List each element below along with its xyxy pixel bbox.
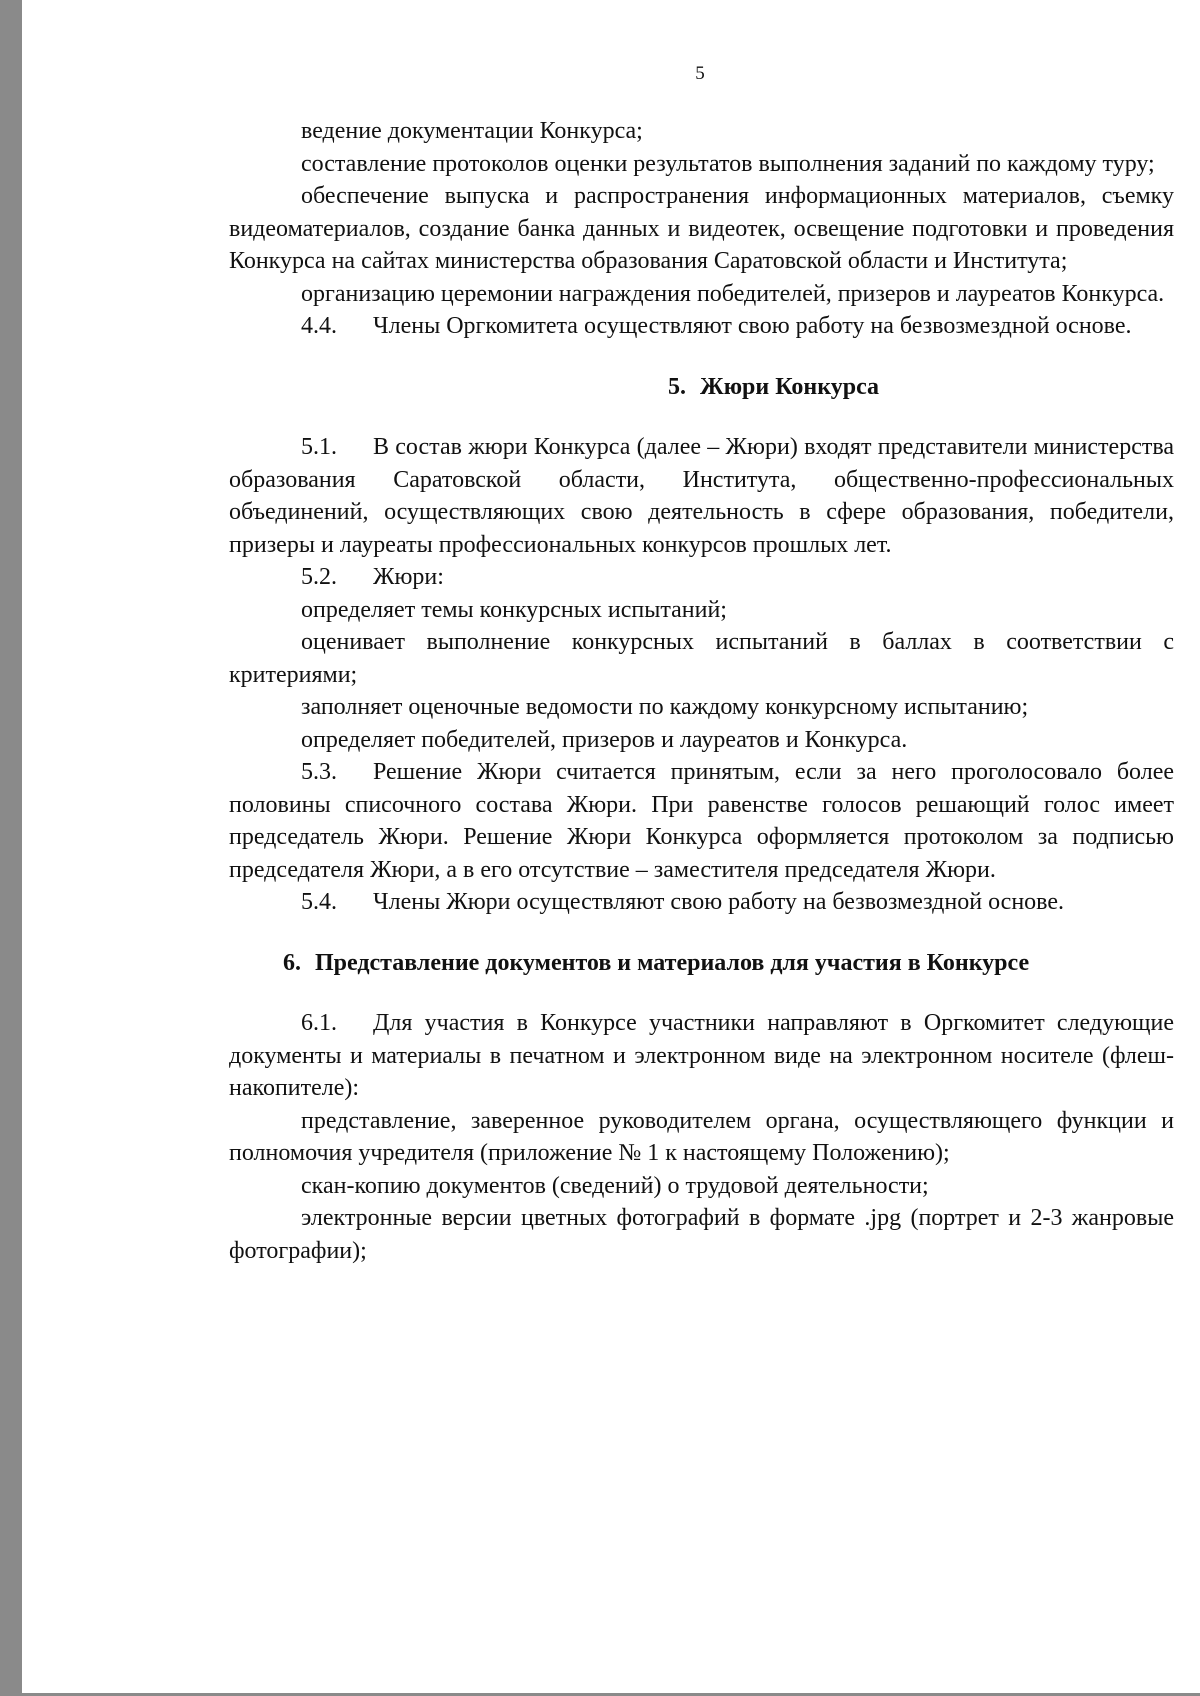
scan-left-border — [0, 0, 22, 1696]
paragraph-jury-topics: определяет темы конкурсных испытаний; — [301, 596, 727, 623]
clause-number: 5.4. — [301, 889, 337, 915]
clause-4-4 — [229, 310, 1174, 343]
page-number: 5 — [695, 63, 705, 84]
clause-5-3 — [229, 756, 1174, 886]
clause-5-4 — [229, 886, 1174, 919]
clause-text: Жюри: — [373, 564, 444, 590]
page-content — [229, 115, 1174, 1267]
clause-number: 5.3. — [301, 759, 337, 785]
paragraph-representation: представление, заверенное руководителем органа, осуществляющего функции и полномочия учредителя (приложение № 1 к настоящему Положению); — [229, 1107, 1174, 1166]
clause-text: Члены Оргкомитета осуществляют свою работу на безвозмездной основе. — [373, 313, 1132, 339]
paragraph-jury-sheets: заполняет оценочные ведомости по каждому конкурсному испытанию; — [301, 694, 1029, 720]
paragraph-award-ceremony: организацию церемонии награждения победителей, призеров и лауреатов Конкурса. — [301, 280, 1165, 307]
paragraph-scan-copy: скан-копию документов (сведений) о трудовой деятельности; — [301, 1172, 929, 1199]
clause-text: Члены Жюри осуществляют свою работу на безвозмездной основе. — [373, 889, 1065, 915]
section-number: 5. — [667, 373, 686, 400]
clause-text: В состав жюри Конкурса (далее – Жюри) входят представители министерства образования Саратовской области, Института, общественно-профессиональных объединений, осуществляющих свою деятельность в сфере образования, победители, призеры и лауреаты профессиональных конкурсов прошлых лет. — [229, 434, 1174, 558]
clause-number: 5.2. — [301, 564, 337, 590]
section-title: Жюри Конкурса — [699, 373, 880, 400]
paragraph-jury-scoring: оценивает выполнение конкурсных испытаний в баллах в соответствии с критериями; — [229, 629, 1174, 688]
paragraph-doc-management: ведение документации Конкурса; — [301, 118, 643, 144]
paragraph-info-materials: обеспечение выпуска и распространения информационных материалов, съемку видеоматериалов, создание банка данных и видеотек, освещение подготовки и проведения Конкурса на сайтах министерства образования Саратовской области и Института; — [229, 183, 1174, 274]
paragraph-protocols: составление протоколов оценки результатов выполнения заданий по каждому туру; — [301, 150, 1155, 177]
clause-5-2 — [229, 561, 1174, 594]
section-heading-jury — [229, 371, 1174, 404]
clause-text: Для участия в Конкурсе участники направляют в Оргкомитет следующие документы и материалы в печатном и электронном виде на электронном носителе (флеш-накопителе): — [229, 1010, 1174, 1101]
clause-number: 5.1. — [301, 434, 337, 460]
paragraph-jury-winners: определяет победителей, призеров и лауреатов и Конкурса. — [301, 726, 908, 753]
clause-number: 4.4. — [301, 313, 337, 339]
section-heading-documents — [229, 947, 1174, 980]
clause-text: Решение Жюри считается принятым, если за него проголосовало более половины списочного состава Жюри. При равенстве голосов решающий голос имеет председатель Жюри. Решение Жюри Конкурса оформляется протоколом за подписью председателя Жюри, а в его отсутствие – заместителя председателя Жюри. — [229, 759, 1174, 883]
clause-5-1 — [229, 431, 1174, 561]
clause-6-1 — [229, 1007, 1174, 1105]
document-page — [22, 0, 1200, 1693]
section-number: 6. — [283, 949, 301, 976]
clause-number: 6.1. — [301, 1010, 337, 1036]
paragraph-photos: электронные версии цветных фотографий в формате .jpg (портрет и 2-3 жанровые фотографии); — [229, 1205, 1174, 1264]
section-title: Представление документов и материалов для участия в Конкурсе — [315, 949, 1030, 976]
